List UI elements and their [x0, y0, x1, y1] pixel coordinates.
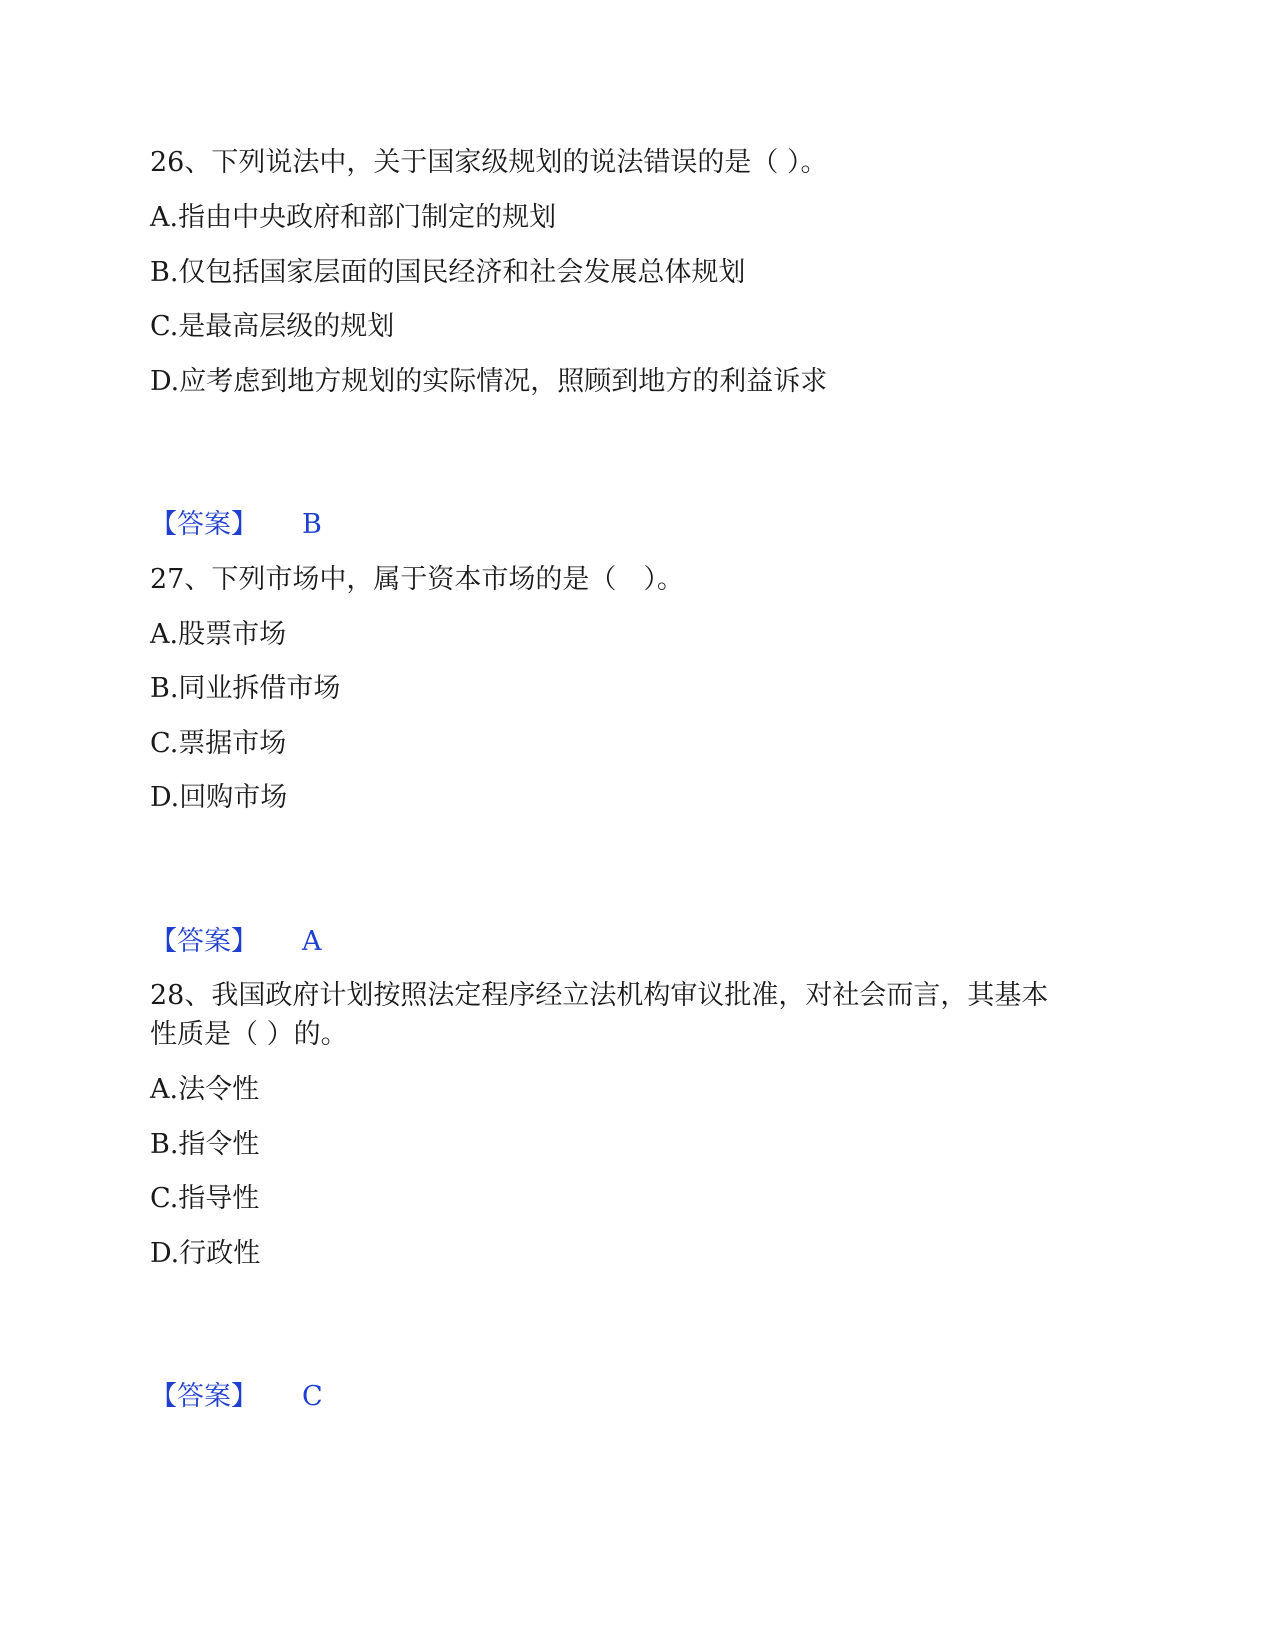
question-28-stem-line-1: 28、我国政府计划按照法定程序经立法机构审议批准，对社会而言，其基本	[150, 980, 1049, 1011]
question-27-option-b: B.同业拆借市场	[150, 673, 341, 704]
answer-label: 【答案】	[150, 1381, 258, 1412]
question-28-option-d: D.行政性	[150, 1238, 261, 1269]
question-27-stem: 27、下列市场中，属于资本市场的是（ ）。	[150, 564, 684, 595]
question-26-option-a: A.指由中央政府和部门制定的规划	[150, 202, 557, 233]
question-28-answer	[150, 1380, 323, 1414]
question-28-option-c: C.指导性	[150, 1183, 260, 1214]
answer-value: B	[302, 509, 322, 540]
question-28-stem-line-2: 性质是（ ）的。	[150, 1019, 348, 1050]
question-28-option-a: A.法令性	[150, 1074, 260, 1105]
question-28-option-b: B.指令性	[150, 1129, 260, 1160]
question-27-option-d: D.回购市场	[150, 782, 288, 813]
question-27-option-c: C.票据市场	[150, 728, 287, 759]
answer-value: C	[302, 1381, 323, 1412]
answer-label: 【答案】	[150, 509, 258, 540]
question-26-option-d: D.应考虑到地方规划的实际情况，照顾到地方的利益诉求	[150, 366, 828, 397]
question-26-answer	[150, 508, 322, 542]
question-27-option-a: A.股票市场	[150, 619, 287, 650]
question-27-answer	[150, 925, 322, 959]
answer-value: A	[302, 926, 322, 957]
question-26-stem: 26、下列说法中，关于国家级规划的说法错误的是（ ）。	[150, 147, 828, 178]
question-26-option-c: C.是最高层级的规划	[150, 311, 395, 342]
answer-label: 【答案】	[150, 926, 258, 957]
question-26-option-b: B.仅包括国家层面的国民经济和社会发展总体规划	[150, 257, 746, 288]
